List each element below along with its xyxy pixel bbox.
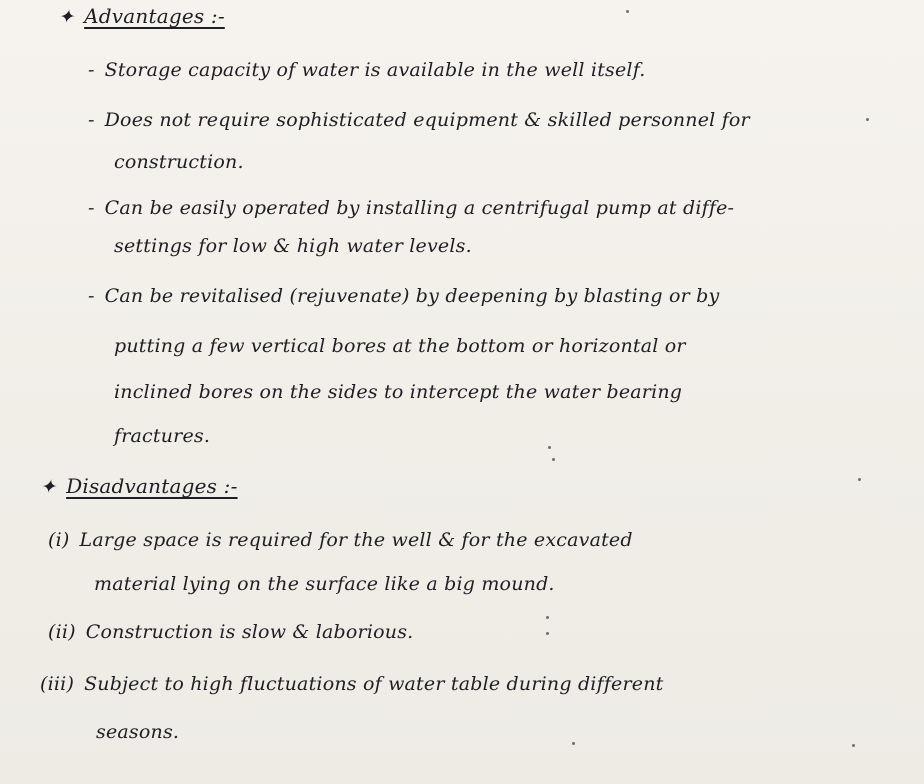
disadvantages-heading: Disadvantages :- [66,474,238,498]
star-bullet-icon: ✦ [40,476,57,498]
disadvantage-item-1-line-2 [94,572,555,596]
ink-dot [546,616,549,619]
advantage-item-text: Can be easily operated by installing a centrifugal pump at diffe- [104,197,735,219]
ink-dot [548,446,551,449]
advantage-item-text: inclined bores on the sides to intercept the water bearing [114,381,683,403]
dash-bullet: - [88,197,95,219]
ink-dot [626,10,629,13]
advantage-item-text: Can be revitalised (rejuvenate) by deepening by blasting or by [104,285,720,307]
advantage-item-text: putting a few vertical bores at the bottom or horizontal or [114,335,686,357]
disadvantages-heading-row [40,474,238,499]
advantage-item-3-line-1 [88,196,734,220]
disadvantage-item-text: material lying on the surface like a big mound. [94,573,555,595]
disadvantage-item-3-line-1 [40,672,664,696]
roman-numeral-marker: (i) [48,529,70,551]
advantage-item-text: Does not require sophisticated equipment & skilled personnel for [104,109,750,131]
disadvantage-item-1-line-1 [48,528,633,552]
advantages-heading: Advantages :- [84,4,225,28]
advantage-item-text: construction. [114,151,244,173]
advantage-item-4-line-4 [114,424,210,448]
roman-numeral-marker: (ii) [48,621,76,643]
advantage-item-text: settings for low & high water levels. [114,235,472,257]
disadvantage-item-text: Large space is required for the well & for the excavated [79,529,633,551]
disadvantage-item-3-line-2 [96,720,179,744]
advantage-item-3-line-2 [114,234,472,258]
dash-bullet: - [88,109,95,131]
ink-dot [552,458,555,461]
star-bullet-icon: ✦ [58,6,75,28]
disadvantage-item-text: seasons. [96,721,180,743]
disadvantage-item-text: Construction is slow & laborious. [85,621,414,643]
advantage-item-4-line-3 [114,380,682,404]
dash-bullet: - [88,59,95,81]
ink-dot [572,742,575,745]
ink-dot [866,118,869,121]
disadvantage-item-2-line-1 [48,620,413,644]
ink-dot [858,478,861,481]
dash-bullet: - [88,285,95,307]
advantage-item-text: Storage capacity of water is available in the well itself. [104,59,646,81]
disadvantage-item-text: Subject to high fluctuations of water table during different [84,673,664,695]
advantage-item-4-line-1 [88,284,719,308]
advantage-item-1-line-1 [88,58,646,82]
advantages-heading-row [58,4,225,29]
advantage-item-2-line-1 [88,108,750,132]
advantage-item-4-line-2 [114,334,686,358]
ink-dot [852,744,855,747]
roman-numeral-marker: (iii) [40,673,75,695]
ink-dot [546,632,549,635]
advantage-item-2-line-2 [114,150,244,174]
advantage-item-text: fractures. [114,425,211,447]
